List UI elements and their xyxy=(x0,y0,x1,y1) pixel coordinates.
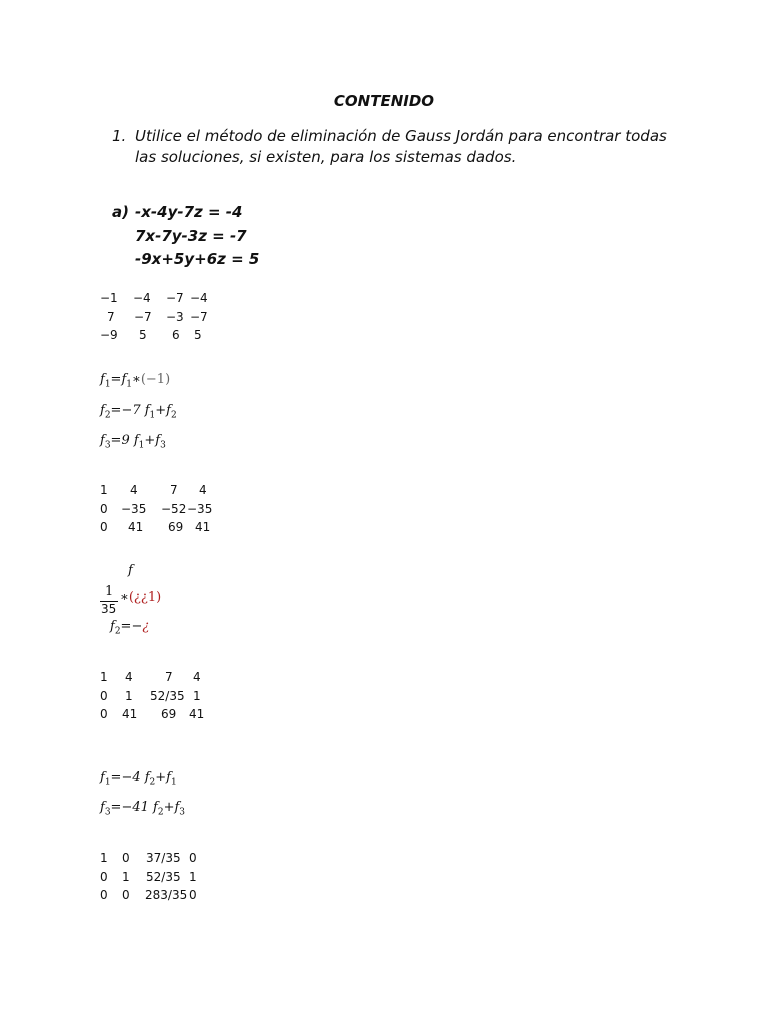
fraction-numerator: 1 xyxy=(105,584,114,599)
matrix-cell: 1 xyxy=(189,869,197,884)
matrix-cell: 283/35 xyxy=(145,888,188,902)
matrix-cell: 52/35 xyxy=(146,869,181,884)
matrix-row xyxy=(100,518,300,537)
matrix-row xyxy=(100,500,300,519)
row-op-f3-elim xyxy=(100,800,185,818)
matrix-cell: 7 xyxy=(165,670,173,684)
page-title: CONTENIDO xyxy=(333,92,435,110)
op-term: +f xyxy=(163,800,180,815)
matrix-cell: 6 xyxy=(172,328,180,342)
matrix-cell: 0 xyxy=(100,520,108,534)
matrix-cell: 0 xyxy=(189,888,197,902)
matrix-cell: 0 xyxy=(100,501,108,516)
matrix-cell: 69 xyxy=(161,707,177,721)
matrix-row xyxy=(100,289,300,308)
equation-1-text: -x-4y-7z = -4 xyxy=(135,203,243,221)
op-subscript: 1 xyxy=(126,379,132,390)
matrix-row xyxy=(100,668,300,687)
op-paren: (¿¿1) xyxy=(128,590,162,605)
matrix-cell: 0 xyxy=(100,869,108,884)
matrix-cell: −4 xyxy=(190,291,208,305)
matrix-cell: −9 xyxy=(100,328,118,342)
equation-system xyxy=(112,201,259,272)
matrix-cell: 1 xyxy=(125,688,133,703)
op-term: ∗ xyxy=(132,372,141,387)
matrix-cell: 41 xyxy=(195,520,211,534)
matrix-cell: 41 xyxy=(122,707,138,721)
row-op-f1 xyxy=(100,372,170,390)
op-term: f xyxy=(100,372,105,387)
question-text: Utilice el método de eliminación de Gauss Jordán para encontrar todas las soluciones, si existen, para los sistemas dados. xyxy=(135,127,667,166)
matrix-cell: 1 xyxy=(100,670,108,684)
matrix-row xyxy=(100,326,300,345)
matrix-cell: 4 xyxy=(199,483,207,497)
matrix-cell: 5 xyxy=(194,328,202,342)
matrix-cell: 41 xyxy=(128,520,144,534)
matrix-row xyxy=(100,687,300,706)
matrix-cell: 69 xyxy=(168,520,184,534)
equation-1 xyxy=(112,201,259,225)
op-term: f xyxy=(100,433,105,448)
op2-multiplier xyxy=(120,590,161,605)
matrix-cell: −7 xyxy=(190,309,208,324)
op-subscript: 2 xyxy=(149,777,156,788)
op-subscript: 2 xyxy=(104,410,111,421)
matrix-row xyxy=(100,849,300,868)
matrix-cell: 5 xyxy=(139,328,147,342)
matrix-row xyxy=(100,481,300,500)
matrix-cell: −7 xyxy=(134,309,152,324)
op-term: =9 f xyxy=(110,433,139,448)
matrix-cell: 1 xyxy=(193,688,201,703)
op-subscript: 1 xyxy=(149,410,156,421)
matrix-cell: 4 xyxy=(125,670,133,684)
matrix-cell: 0 xyxy=(100,888,108,902)
matrix-2 xyxy=(100,481,300,537)
equation-3: -9x+5y+6z = 5 xyxy=(135,250,260,268)
matrix-cell: 1 xyxy=(100,851,108,865)
op-term: f xyxy=(100,770,105,785)
matrix-cell: 4 xyxy=(193,670,201,684)
op-subscript: 3 xyxy=(104,807,111,818)
op-subscript: 2 xyxy=(114,626,121,637)
matrix-cell: −35 xyxy=(121,501,147,516)
matrix-cell: 0 xyxy=(122,888,130,902)
matrix-cell: −52 xyxy=(161,501,187,516)
row-op-f2-scaled xyxy=(110,619,149,637)
op-subscript: 3 xyxy=(179,807,186,818)
matrix-cell: 0 xyxy=(100,707,108,721)
op-term: +f xyxy=(144,433,161,448)
op-subscript: 1 xyxy=(171,777,177,788)
matrix-cell: −1 xyxy=(100,291,118,305)
matrix-row xyxy=(100,308,300,327)
matrix-cell: 1 xyxy=(122,869,130,884)
op-term: f xyxy=(100,403,105,418)
matrix-cell: 4 xyxy=(130,483,138,497)
op-subscript: 2 xyxy=(157,807,164,818)
matrix-cell: 41 xyxy=(189,707,205,721)
matrix-3 xyxy=(100,668,300,724)
op-term: ∗ xyxy=(120,590,129,605)
matrix-cell: −7 xyxy=(166,291,184,305)
op-term: +f xyxy=(155,770,171,785)
matrix-cell: 0 xyxy=(122,851,130,865)
op-paren: (−1) xyxy=(140,372,171,387)
matrix-cell: 52/35 xyxy=(150,688,185,703)
equation-2: 7x-7y-3z = -7 xyxy=(135,226,247,245)
op-subscript: 3 xyxy=(104,440,111,451)
matrix-cell: 7 xyxy=(107,309,115,324)
op-subscript: 3 xyxy=(160,440,166,451)
op-subscript: 1 xyxy=(104,379,111,390)
fraction-denominator: 35 xyxy=(101,602,117,616)
op-term: =− xyxy=(120,619,143,634)
matrix-cell: 37/35 xyxy=(146,851,181,865)
op-term: +f xyxy=(155,403,171,418)
matrix-cell: −3 xyxy=(166,309,184,324)
matrix-cell: −4 xyxy=(133,291,151,305)
row-op-f3 xyxy=(100,433,166,451)
op-term: ¿ xyxy=(142,619,150,634)
op-term: f xyxy=(100,800,105,815)
matrix-cell: −35 xyxy=(187,501,213,516)
matrix-row xyxy=(100,705,300,724)
row-op-f2 xyxy=(100,403,177,421)
op-term: =f xyxy=(110,372,127,387)
op-term: =−41 f xyxy=(110,800,158,815)
op-subscript: 1 xyxy=(104,777,111,788)
op-term: =−7 f xyxy=(110,403,150,418)
matrix-row xyxy=(100,886,300,905)
question-1 xyxy=(112,126,682,168)
matrix-row xyxy=(100,868,300,887)
matrix-cell: 1 xyxy=(100,483,108,497)
matrix-cell: 0 xyxy=(100,688,108,703)
op-subscript: 2 xyxy=(171,410,177,421)
matrix-4 xyxy=(100,849,300,905)
matrix-cell: 0 xyxy=(189,851,197,865)
op-term: f xyxy=(110,619,115,634)
op-term: =−4 f xyxy=(110,770,150,785)
matrix-cell: 7 xyxy=(170,483,178,497)
row-op-f1-elim xyxy=(100,770,177,788)
op-subscript: 1 xyxy=(138,440,145,451)
question-number: 1. xyxy=(112,127,127,145)
system-label: a) xyxy=(112,203,129,221)
matrix-1 xyxy=(100,289,300,345)
op2-f-label: f xyxy=(128,563,133,578)
